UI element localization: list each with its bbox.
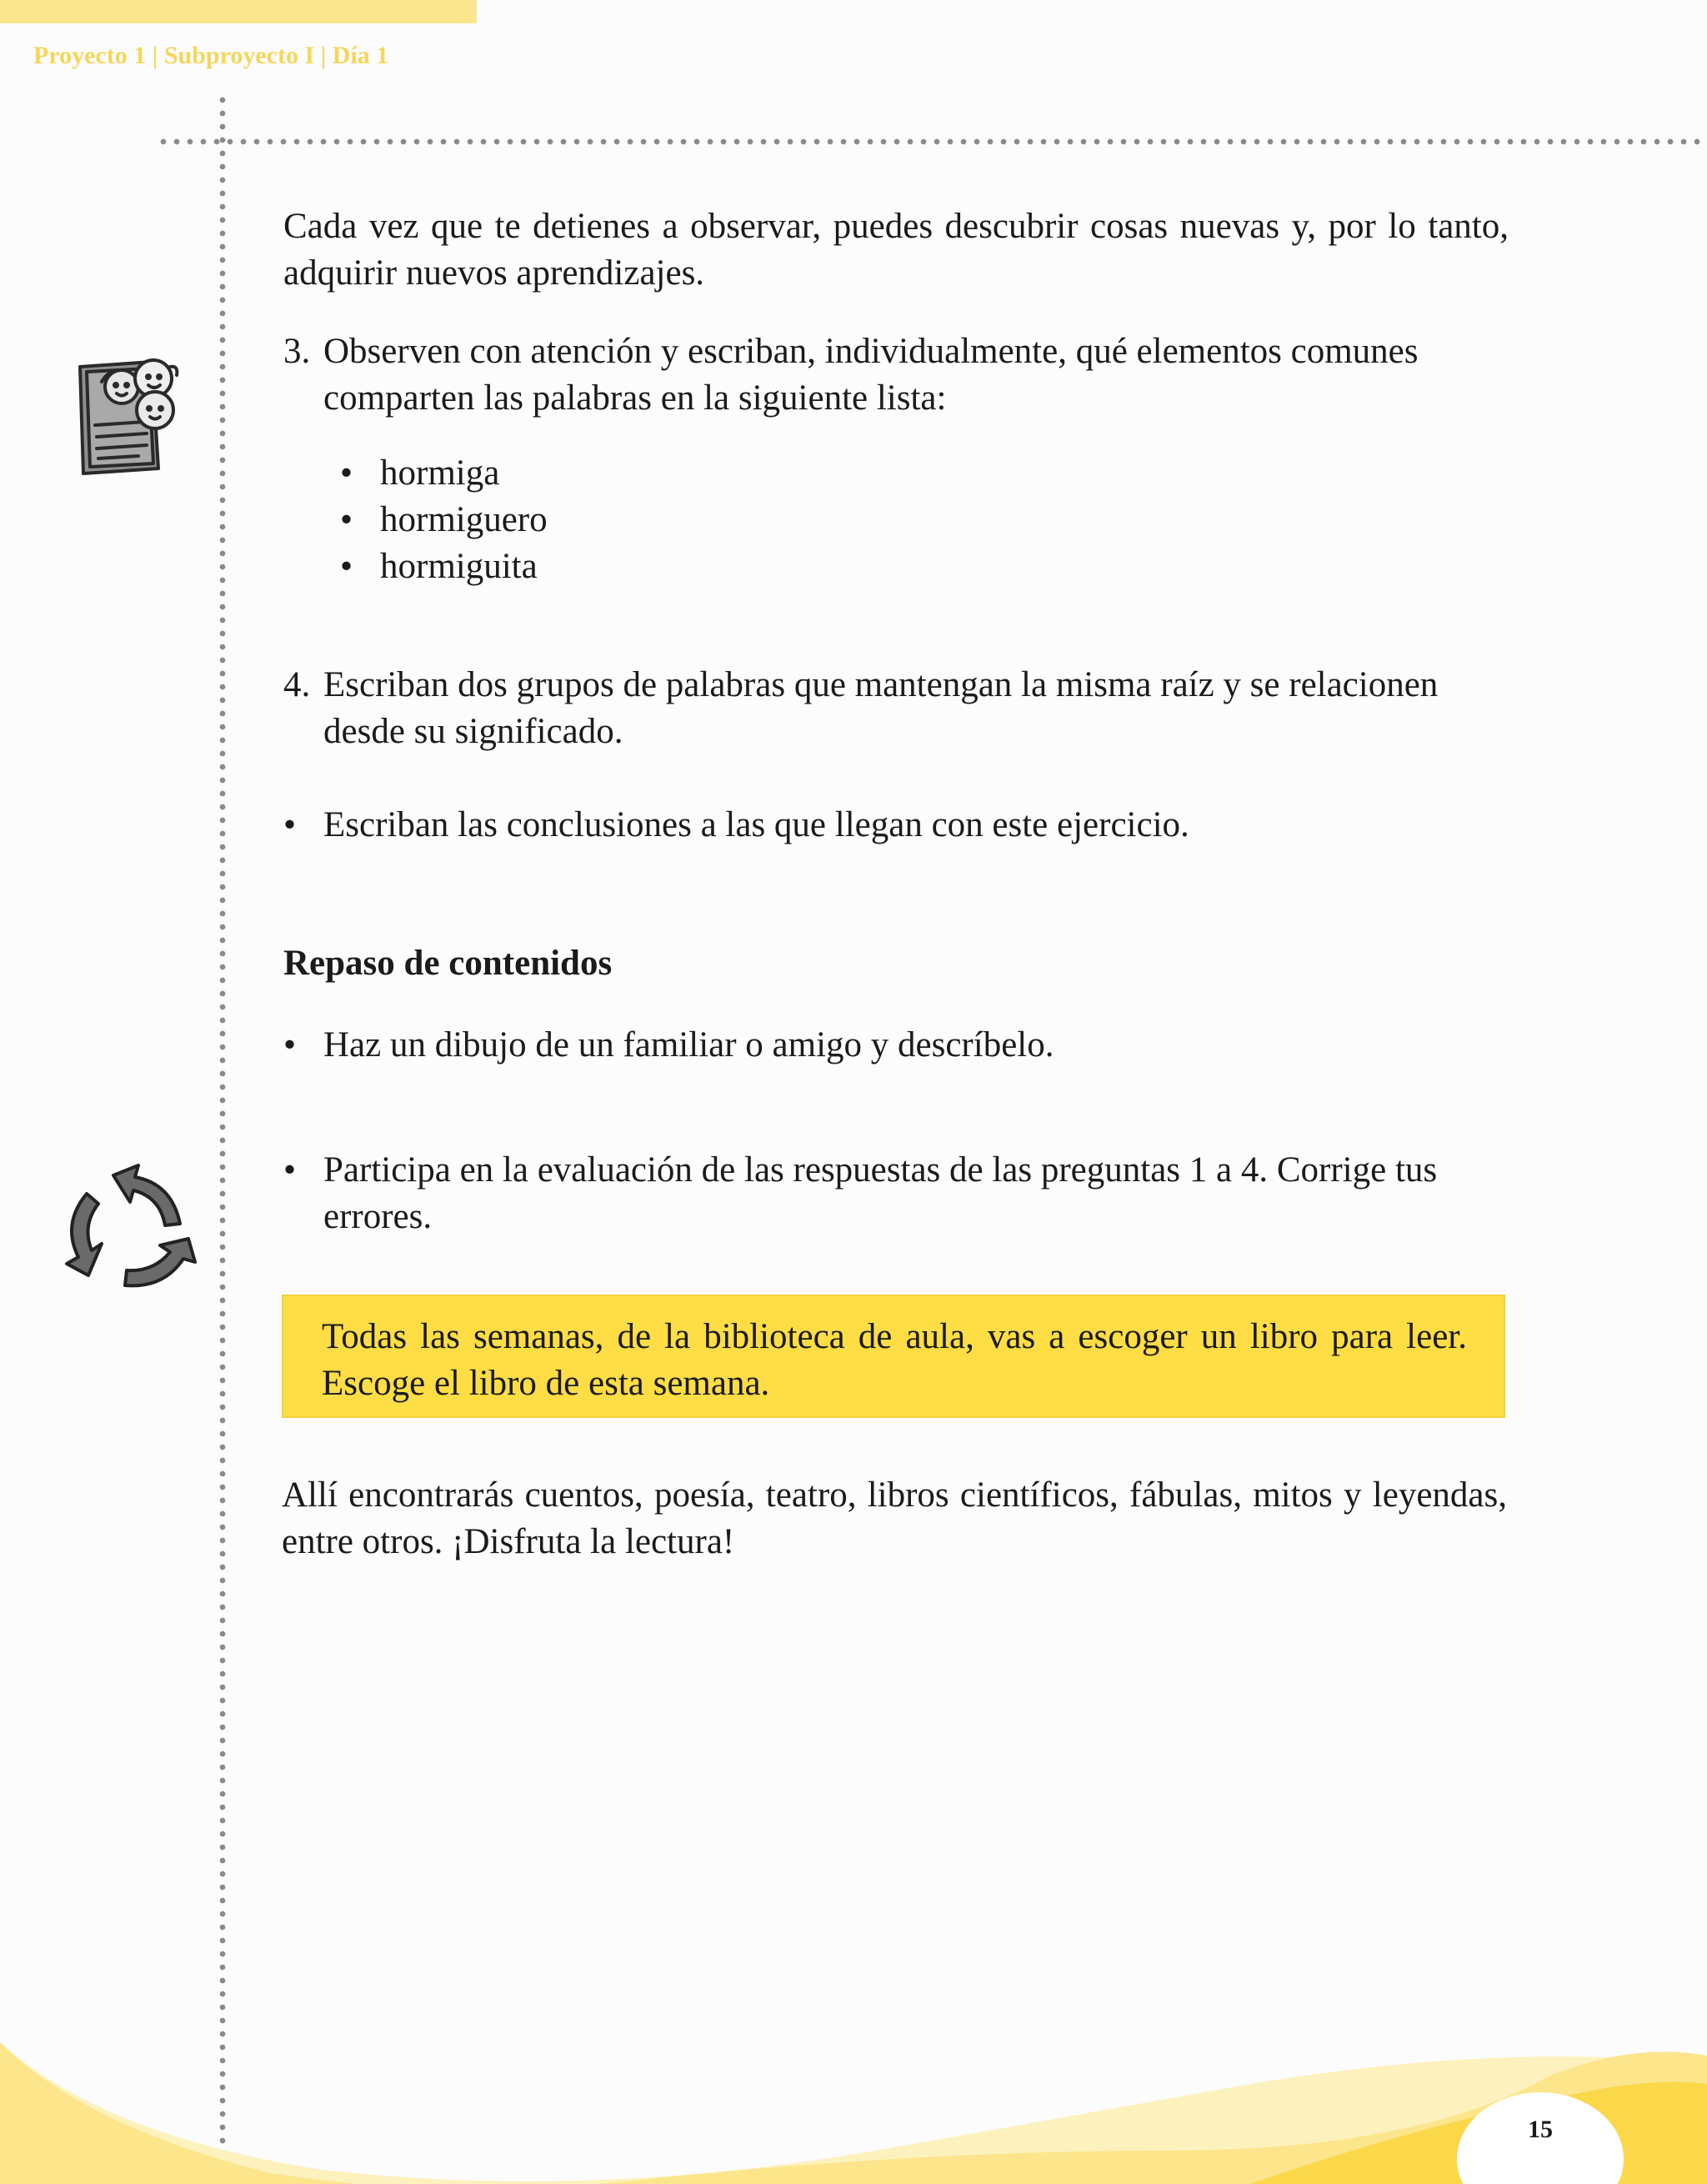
children-notes-icon [72, 333, 197, 477]
exercise-4 [283, 662, 1509, 755]
exercise-number: 4. [283, 665, 311, 704]
list-item [340, 497, 548, 543]
bullet-text: Escriban las conclusiones a las que llegan con este ejercicio. [323, 805, 1189, 844]
list-item [340, 450, 548, 497]
dotted-divider-horizontal [157, 138, 1707, 145]
decorative-wave [0, 2026, 1707, 2184]
exercise-3 [283, 328, 1509, 422]
top-accent-bar [0, 0, 477, 23]
review-bullet [283, 1147, 1492, 1240]
bullet: • [340, 453, 353, 493]
word: hormiga [380, 453, 500, 493]
reading-callout [282, 1295, 1505, 1418]
exercise-text: Observen con atención y escriban, individualmente, qué elementos comunes comparten las palabras en la siguiente lista: [323, 332, 1419, 418]
dotted-divider-vertical [219, 93, 226, 2184]
bullet: • [283, 805, 297, 844]
exercise-number: 3. [283, 332, 311, 371]
bullet: • [340, 500, 353, 539]
section-heading: Repaso de contenidos [283, 944, 613, 983]
breadcrumb: Proyecto 1 | Subproyecto I | Día 1 [33, 42, 389, 69]
bullet-text: Participa en la evaluación de las respuestas de las preguntas 1 a 4. Corrige tus errores. [323, 1150, 1438, 1236]
bullet: • [283, 1150, 297, 1190]
bullet: • [283, 1025, 297, 1064]
bullet: • [340, 547, 353, 586]
review-bullet [283, 1022, 1509, 1069]
list-item [340, 543, 548, 590]
closing-paragraph: Allí encontrarás cuentos, poesía, teatro, libros científicos, fábulas, mitos y leyendas, entre otros. ¡Disfruta la lectura! [282, 1475, 1507, 1561]
word: hormiguita [380, 547, 538, 586]
callout-text: Todas las semanas, de la biblioteca de aula, vas a escoger un libro para leer. Escoge el libro de esta semana. [322, 1317, 1467, 1403]
recycle-arrows-icon [55, 1159, 202, 1297]
exercise-text: Escriban dos grupos de palabras que mantengan la misma raíz y se relacionen desde su significado. [323, 665, 1439, 751]
word: hormiguero [380, 500, 548, 539]
intro-paragraph: Cada vez que te detienes a observar, puedes descubrir cosas nuevas y, por lo tanto, adquirir nuevos aprendizajes. [283, 207, 1509, 293]
conclusions-bullet [283, 802, 1509, 849]
page-number: 15 [1528, 2116, 1553, 2143]
word-list [340, 450, 548, 590]
bullet-text: Haz un dibujo de un familiar o amigo y descríbelo. [323, 1025, 1054, 1064]
